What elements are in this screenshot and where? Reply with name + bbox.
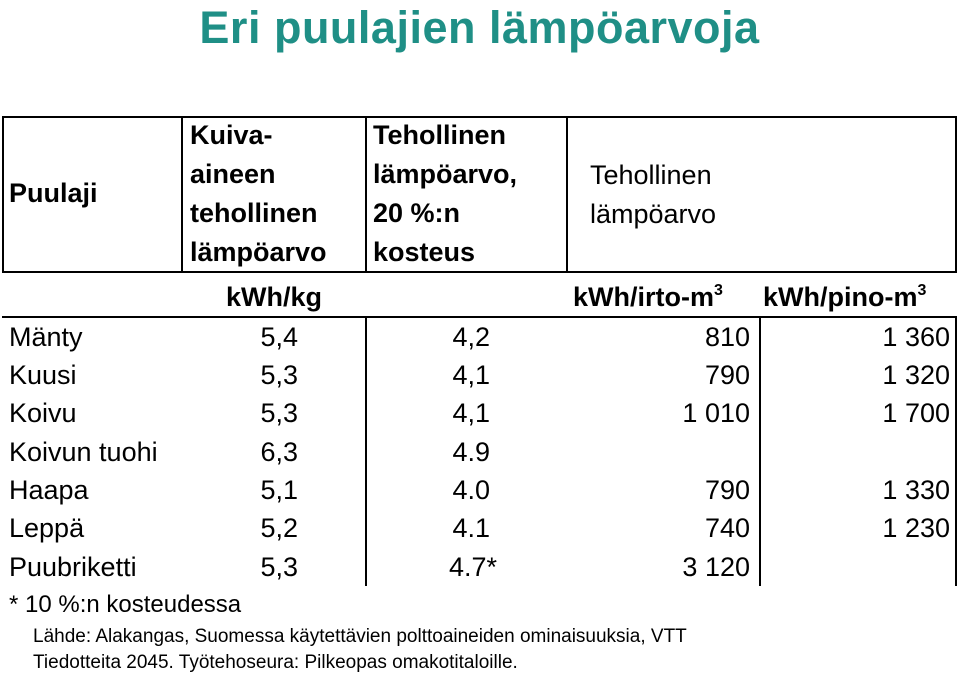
unit-pino-label: kWh/pino-m bbox=[763, 282, 918, 312]
table-border-right bbox=[955, 116, 957, 273]
footnote: * 10 %:n kosteudessa bbox=[9, 591, 242, 618]
header-eff-line-1: Tehollinen bbox=[590, 160, 712, 190]
cell-irto: 1 010 bbox=[682, 398, 750, 428]
header-dry-line-4: lämpöarvo bbox=[190, 237, 327, 267]
unit-kwh-kg-label: kWh/kg bbox=[226, 282, 323, 312]
cell-dry: 5,3 bbox=[260, 360, 298, 390]
unit-kwh-kg bbox=[226, 280, 322, 314]
cell-dry: 6,3 bbox=[260, 437, 298, 467]
header-effective bbox=[590, 156, 716, 234]
page-title: Eri puulajien lämpöarvoja bbox=[199, 2, 760, 53]
header-dry-line-3: tehollinen bbox=[190, 198, 318, 228]
cell-pino: 1 330 bbox=[882, 475, 950, 505]
cell-m20: 4.7* bbox=[448, 552, 497, 582]
cell-dry: 5,3 bbox=[260, 398, 298, 428]
cell-dry: 5,4 bbox=[260, 322, 298, 352]
cell-irto: 810 bbox=[704, 322, 750, 352]
cell-dry: 5,3 bbox=[260, 552, 298, 582]
unit-kwh-pino bbox=[763, 280, 926, 314]
header-dry-line-2: aineen bbox=[190, 159, 276, 189]
unit-irto-label: kWh/irto-m bbox=[573, 282, 714, 312]
header-dry-matter bbox=[190, 116, 327, 272]
cell-m20: 4.1 bbox=[452, 513, 490, 543]
cell-irto: 740 bbox=[704, 513, 750, 543]
cell-m20: 4,2 bbox=[452, 322, 490, 352]
header-m20-line-2: lämpöarvo, bbox=[373, 159, 518, 189]
cell-dry: 5,2 bbox=[260, 513, 298, 543]
cell-species: Mänty bbox=[9, 322, 83, 352]
cell-pino: 1 700 bbox=[882, 398, 950, 428]
cell-m20: 4.9 bbox=[452, 437, 490, 467]
cell-dry: 5,1 bbox=[260, 475, 298, 505]
units-divider bbox=[2, 316, 957, 318]
table-border-left bbox=[2, 116, 4, 273]
cell-species: Haapa bbox=[9, 475, 89, 505]
header-m20-line-4: kosteus bbox=[373, 237, 476, 267]
col-divider-1 bbox=[181, 116, 183, 273]
unit-irto-sup: 3 bbox=[714, 282, 723, 299]
cell-species: Leppä bbox=[9, 513, 85, 543]
source-line-1: Lähde: Alakangas, Suomessa käytettävien polttoaineiden ominaisuuksia, VTT bbox=[33, 626, 687, 647]
unit-pino-sup: 3 bbox=[917, 282, 927, 299]
cell-m20: 4.0 bbox=[452, 475, 490, 505]
cell-pino: 1 360 bbox=[882, 322, 950, 352]
unit-kwh-irto bbox=[573, 280, 723, 314]
col-divider-4 bbox=[759, 316, 761, 586]
col-divider-2 bbox=[365, 116, 367, 273]
header-eff-line-2: lämpöarvo bbox=[590, 199, 717, 229]
col-divider-3 bbox=[566, 116, 568, 273]
cell-irto: 790 bbox=[704, 475, 750, 505]
header-species: Puulaji bbox=[9, 178, 98, 208]
cell-species: Puubriketti bbox=[9, 552, 137, 582]
header-m20-line-3: 20 %:n bbox=[373, 198, 461, 228]
cell-irto: 3 120 bbox=[682, 552, 750, 582]
cell-pino: 1 230 bbox=[882, 513, 950, 543]
cell-species: Koivu bbox=[9, 398, 77, 428]
source-line-2: Tiedotteita 2045. Työtehoseura: Pilkeopas omakotitaloille. bbox=[33, 652, 518, 673]
cell-pino: 1 320 bbox=[882, 360, 950, 390]
cell-irto: 790 bbox=[704, 360, 750, 390]
cell-species: Koivun tuohi bbox=[9, 437, 158, 467]
cell-m20: 4,1 bbox=[452, 398, 490, 428]
col-divider-2-lower bbox=[365, 316, 367, 586]
cell-species: Kuusi bbox=[9, 360, 77, 390]
header-moisture-20 bbox=[373, 116, 517, 272]
cell-m20: 4,1 bbox=[452, 360, 490, 390]
header-dry-line-1: Kuiva- bbox=[190, 120, 273, 150]
table-border-right-lower bbox=[955, 316, 957, 586]
header-m20-line-1: Tehollinen bbox=[373, 120, 506, 150]
